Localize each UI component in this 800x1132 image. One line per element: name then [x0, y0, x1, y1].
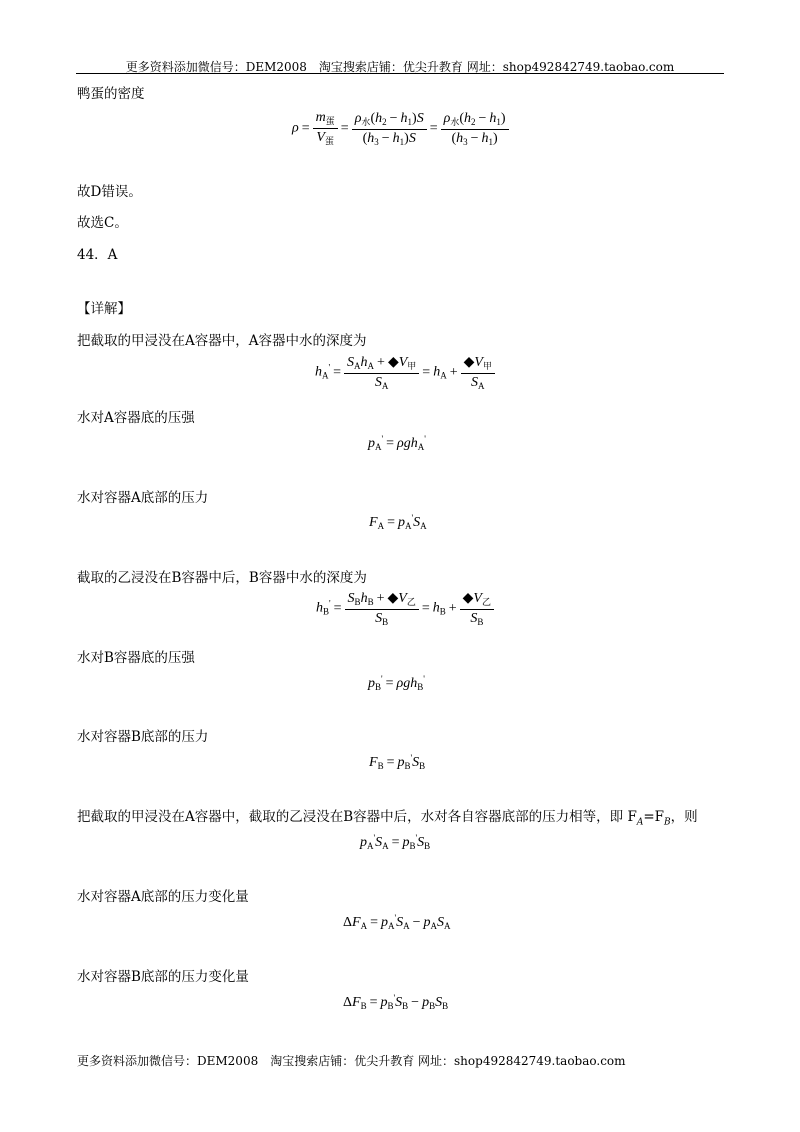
question-44-answer: 44．A: [77, 247, 118, 263]
page-footer: 更多资料添加微信号：DEM2008 淘宝搜索店铺：优尖升教育 网址：shop492842749.taobao.com: [77, 1054, 626, 1068]
detail-heading: 【详解】: [77, 301, 131, 317]
text-depth-a: 把截取的甲浸没在A容器中，A容器中水的深度为: [77, 333, 367, 349]
equation-pressure-b: $p_B' = \rho gh_B'$: [368, 674, 425, 692]
page-header: 更多资料添加微信号：DEM2008 淘宝搜索店铺：优尖升教育 网址：shop492842749.taobao.com: [125, 60, 675, 74]
text-pressure-b: 水对B容器底的压强: [77, 650, 195, 666]
text-force-a: 水对容器A底部的压力: [77, 490, 209, 506]
equation-force-change-b: $\Delta F_B = p_B'S_B - p_BS_B$: [343, 993, 449, 1011]
equation-pressure-a: $p_A' = \rho gh_A'$: [368, 434, 426, 452]
text-force-equal: [77, 805, 698, 828]
equation-pressure-area-equal: $p_A'S_A = p_B'S_B$: [360, 833, 431, 851]
text-density-label: 鸭蛋的密度: [77, 86, 145, 102]
text-force-equal-end: ，则: [670, 809, 698, 825]
text-force-equal-sub-b: B: [664, 817, 671, 828]
text-choose-c: 故选C。: [77, 215, 128, 231]
text-d-wrong: 故D错误。: [77, 184, 142, 200]
text-force-equal-main: 把截取的甲浸没在A容器中，截取的乙浸没在B容器中后，水对各自容器底部的压力相等，即 F: [77, 809, 637, 825]
text-force-equal-sub-a: A: [636, 817, 644, 828]
equation-force-change-a: $\Delta F_A = p_A'S_A - p_AS_A$: [343, 913, 451, 931]
text-force-change-a: 水对容器A底部的压力变化量: [77, 889, 249, 905]
equation-density: ρ = $\frac{m_蛋}{V_蛋}$ = $\frac{\rho_水(h_2 - h_1)S}{(h_3 - h_1)S}$ = $\frac{\rho_水(h_2 - h_1)}{(h_3 - h_1)}$: [292, 110, 509, 147]
header-divider: [76, 73, 724, 74]
equation-depth-b: $h_B'$ = $\frac{S_Bh_B + ◆V_乙}{S_B}$ = $h_B$ + $\frac{◆V_乙}{S_B}$: [316, 590, 494, 627]
text-force-change-b: 水对容器B底部的压力变化量: [77, 969, 249, 985]
equation-force-b: $F_B = p_B'S_B$: [369, 753, 426, 771]
text-pressure-a: 水对A容器底的压强: [77, 410, 195, 426]
text-depth-b: 截取的乙浸没在B容器中后，B容器中水的深度为: [77, 570, 367, 586]
equation-force-a: $F_A = p_A'S_A$: [369, 513, 427, 531]
text-force-b: 水对容器B底部的压力: [77, 729, 209, 745]
equation-depth-a: $h_A'$ = $\frac{S_Ah_A + ◆V_甲}{S_A}$ = $h_A$ + $\frac{◆V_甲}{S_A}$: [315, 354, 495, 391]
text-force-equal-mid: =F: [643, 809, 665, 825]
